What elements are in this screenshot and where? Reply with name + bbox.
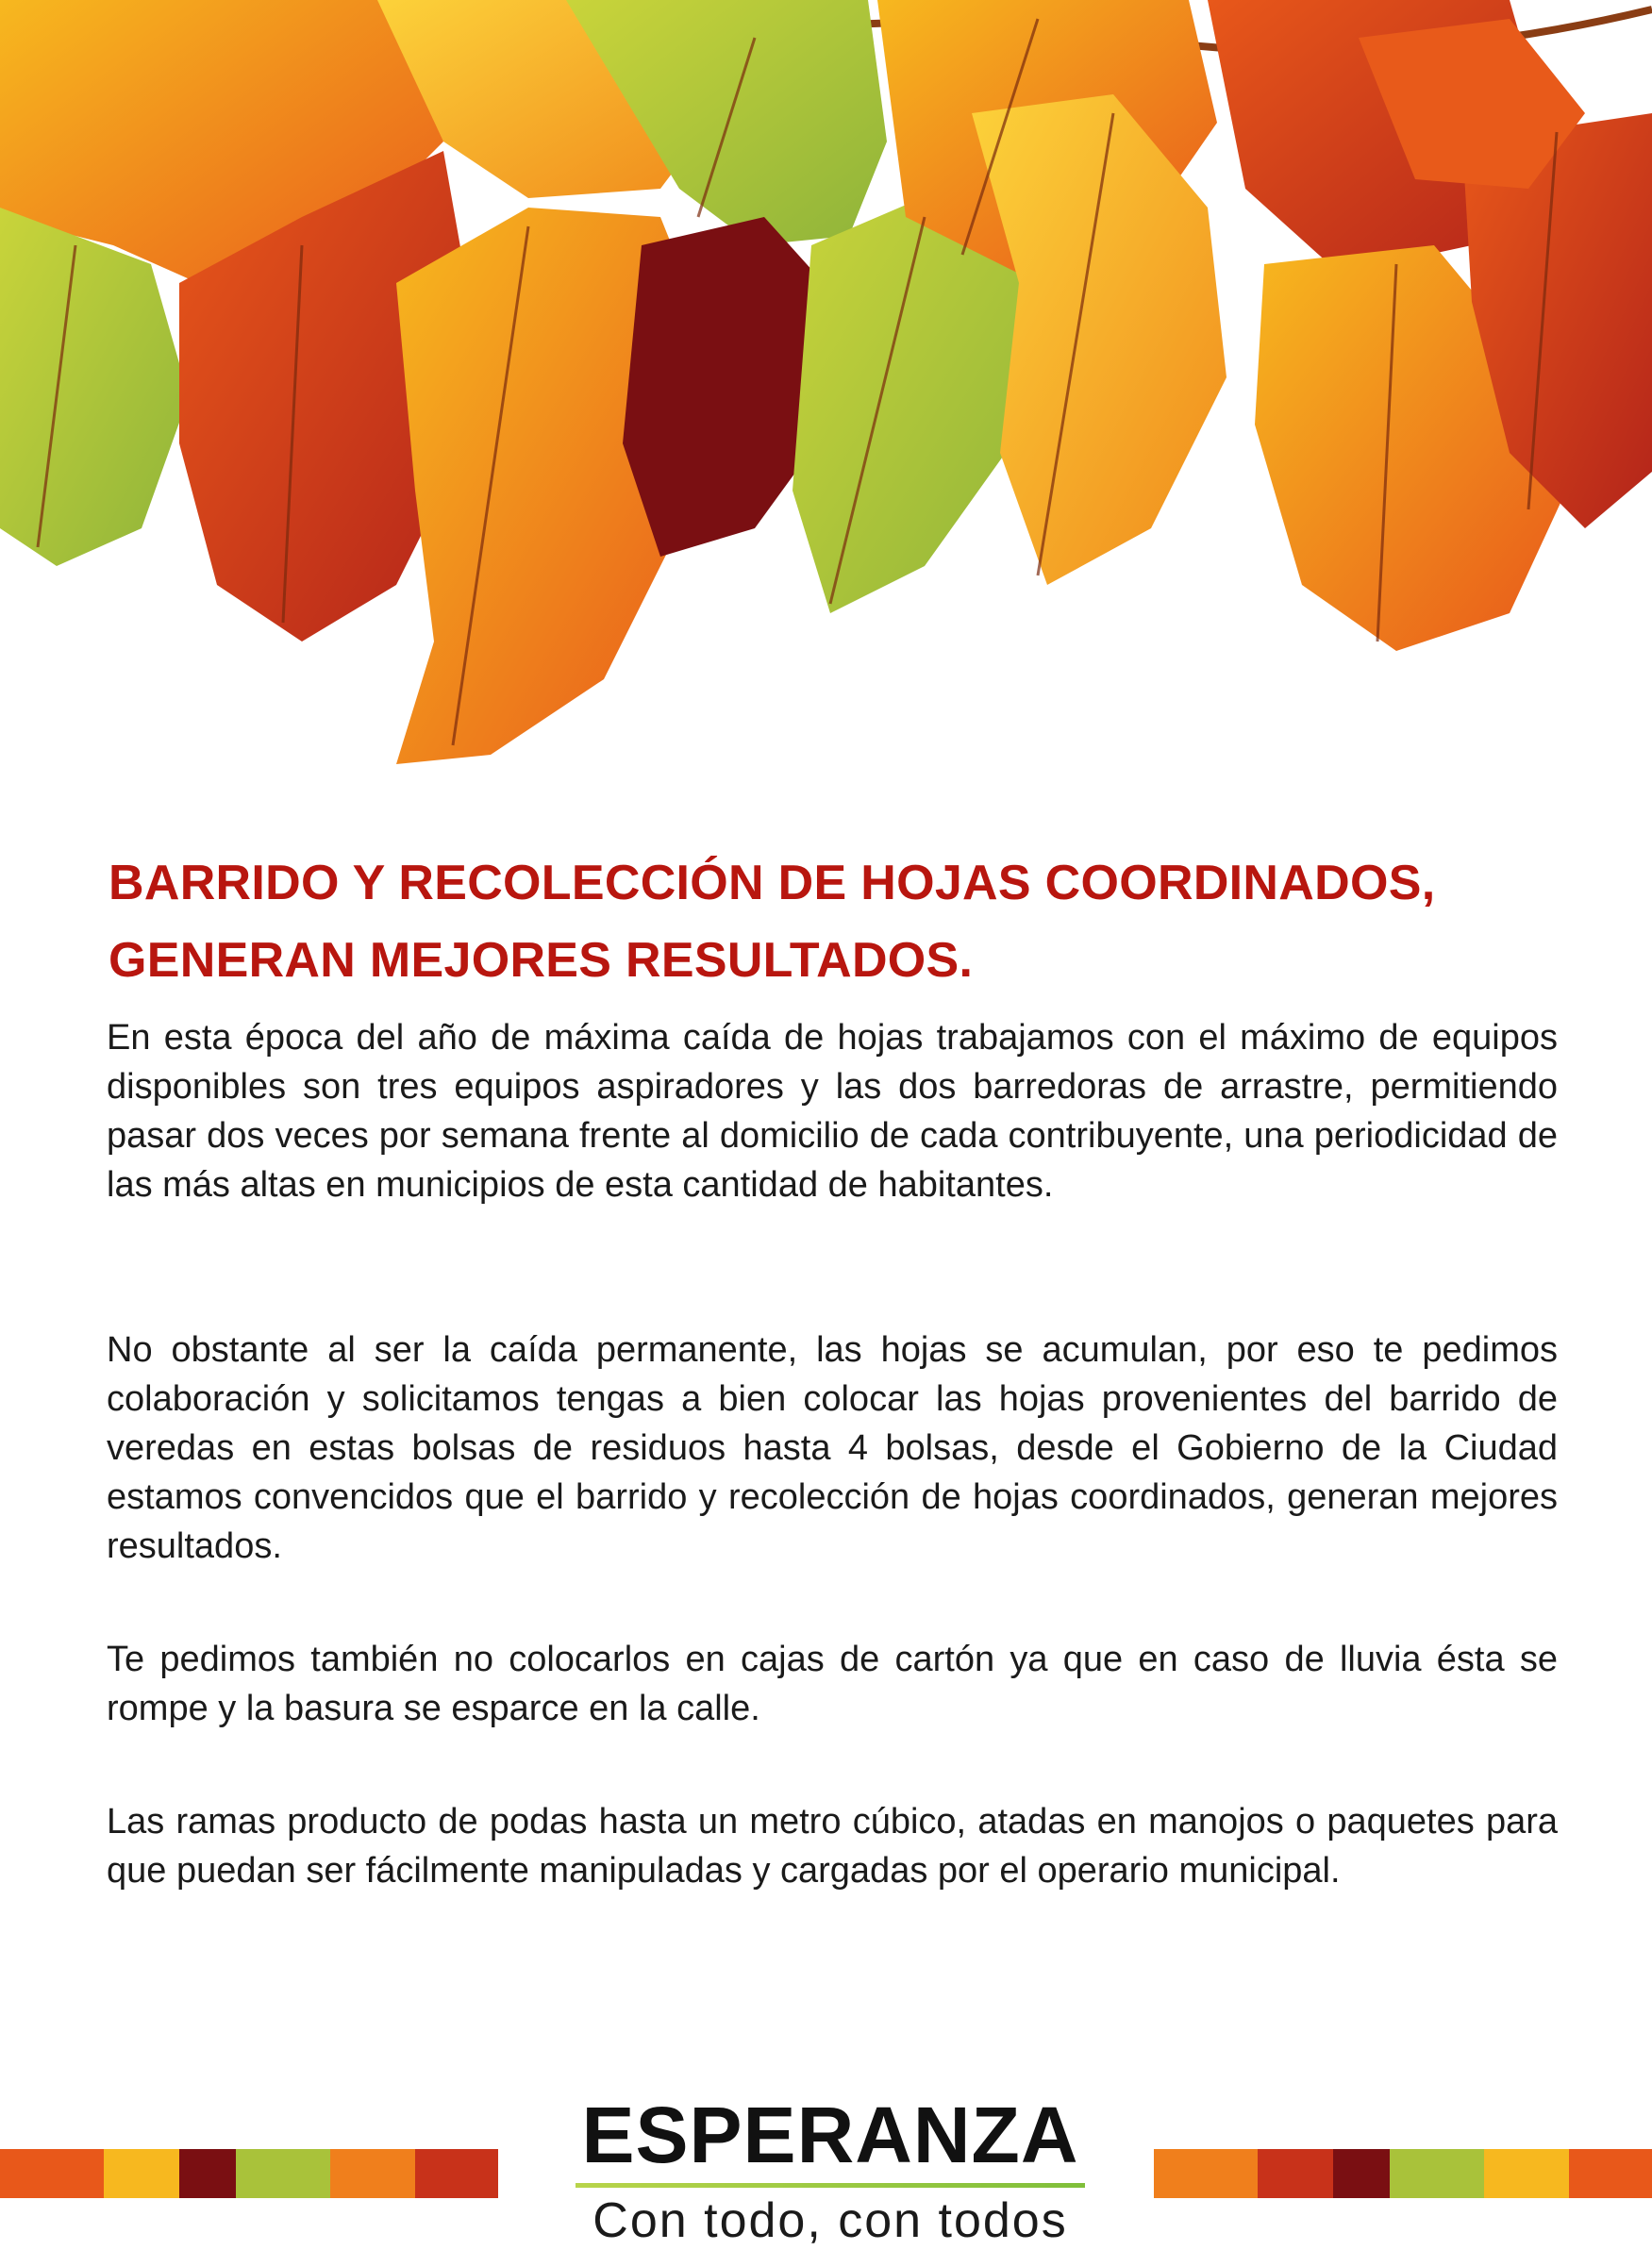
title-line: GENERAN MEJORES RESULTADOS. <box>108 933 974 988</box>
brand-logo <box>547 2092 1113 2250</box>
page-title <box>108 844 1561 999</box>
paragraph: En esta época del año de máxima caída de hojas trabajamos con el máximo de equipos disponibles son tres equipos aspiradores y las dos barredoras de arrastre, permitiendo pasar dos veces por semana frente al domicilio de cada contribuyente, una periodicidad de las más altas en municipios de esta cantidad de habitantes. <box>107 1018 1558 1205</box>
leaf-strip-left <box>0 2149 498 2198</box>
paragraph: No obstante al ser la caída permanente, las hojas se acumulan, por eso te pedimos colaboración y solicitamos tengas a bien colocar las hojas provenientes del barrido de veredas en estas bolsas de residuos hasta 4 bolsas, desde el Gobierno de la Ciudad estamos convencidos que el barrido y recolección de hojas coordinados, generan mejores resultados. <box>107 1330 1558 1566</box>
leaf-strip-right <box>1154 2149 1652 2198</box>
paragraph: Te pedimos también no colocarlos en cajas de cartón ya que en caso de lluvia ésta se rompe y la basura se esparce en la calle. <box>107 1640 1558 1728</box>
title-line: BARRIDO Y RECOLECCIÓN DE HOJAS COORDINADOS, <box>108 856 1436 910</box>
paragraph: Las ramas producto de podas hasta un metro cúbico, atadas en manojos o paquetes para que puedan ser fácilmente manipuladas y cargadas por el operario municipal. <box>107 1802 1558 1891</box>
brand-tagline: Con todo, con todos <box>592 2193 1068 2248</box>
autumn-leaves-illustration <box>0 0 1652 783</box>
brand-name: ESPERANZA <box>581 2091 1079 2179</box>
brand-underline <box>576 2183 1085 2188</box>
